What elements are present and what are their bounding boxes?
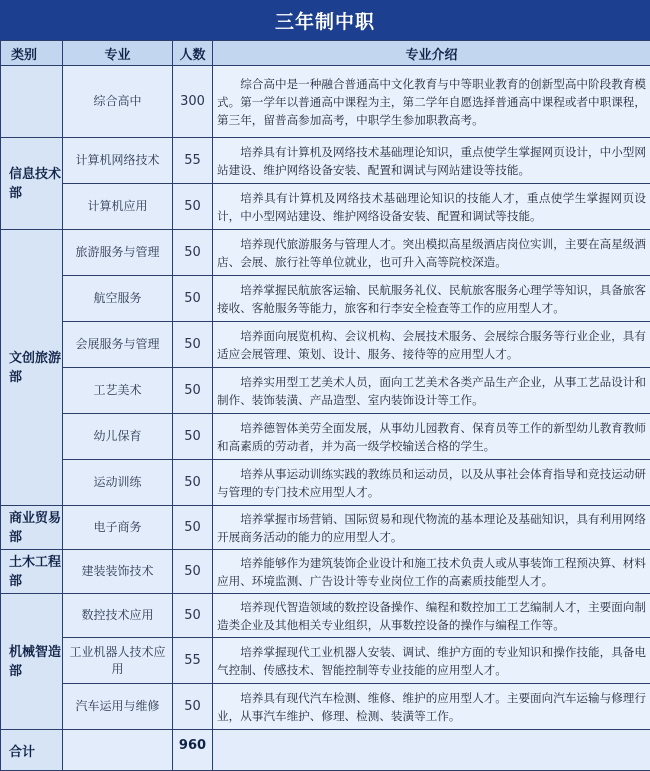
table-row [1, 550, 650, 594]
count-cell: 50 [173, 184, 213, 230]
table-row [1, 368, 650, 414]
table-row [1, 684, 650, 730]
count-cell: 50 [173, 594, 213, 638]
table-row [1, 506, 650, 550]
major-cell: 航空服务 [63, 276, 173, 322]
page-title: 三年制中职 [0, 0, 650, 40]
intro-cell: 培养掌握现代工业机器人安装、调试、维护方面的专业知识和操作技能，具备电气控制、传感技术、智能控制等专业技能的应用型人才。 [213, 638, 650, 684]
intro-cell: 培养掌握市场营销、国际贸易和现代物流的基本理论及基础知识，具有利用网络开展商务活动的能力的应用型人才。 [213, 506, 650, 550]
table-row [1, 66, 650, 138]
count-cell: 50 [173, 460, 213, 506]
major-cell: 数控技术应用 [63, 594, 173, 638]
category-cell-empty [1, 66, 63, 138]
header-count: 人数 [173, 41, 213, 66]
table-row [1, 184, 650, 230]
major-cell: 计算机网络技术 [63, 138, 173, 184]
intro-cell: 培养具有现代汽车检测、维修、维护的应用型人才。主要面向汽车运输与修理行业，从事汽车维护、修理、检测、装潢等工作。 [213, 684, 650, 730]
intro-cell: 综合高中是一种融合普通高中文化教育与中等职业教育的创新型高中阶段教育模式。第一学年以普通高中课程为主，第二学年自愿选择普通高中课程或者中职课程，第三年，留普高参加高考，中职学生参加职教高考。 [213, 66, 650, 138]
major-cell: 幼儿保育 [63, 414, 173, 460]
table-row [1, 414, 650, 460]
header-category: 类别 [1, 41, 63, 66]
table-row [1, 594, 650, 638]
category-commerce: 商业贸易部 [1, 506, 63, 550]
total-label: 合计 [1, 730, 63, 771]
category-mech: 机械智造部 [1, 594, 63, 730]
intro-cell: 培养具有计算机及网络技术基础理论知识的技能人才，重点使学生掌握网页设计，中小型网站建设、维护网络设备安装、配置和调试等技能。 [213, 184, 650, 230]
count-cell: 50 [173, 550, 213, 594]
header-major: 专业 [63, 41, 173, 66]
count-cell: 50 [173, 230, 213, 276]
count-cell: 50 [173, 368, 213, 414]
intro-cell: 培养现代智造领域的数控设备操作、编程和数控加工工艺编制人才，主要面向制造类企业及其他相关专业组织，从事数控设备的操作与编程工作等。 [213, 594, 650, 638]
intro-cell: 培养面向展览机构、会议机构、会展技术服务、会展综合服务等行业企业，具有适应会展管理、策划、设计、服务、接待等的应用型人才。 [213, 322, 650, 368]
count-cell: 50 [173, 684, 213, 730]
category-civil: 土木工程部 [1, 550, 63, 594]
count-cell: 50 [173, 414, 213, 460]
category-info: 信息技术部 [1, 138, 63, 230]
major-cell: 工艺美术 [63, 368, 173, 414]
intro-cell: 培养具有计算机及网络技术基础理论知识，重点使学生掌握网页设计，中小型网站建设、维护网络设备安装、配置和调试与网站建设等技能。 [213, 138, 650, 184]
major-cell: 会展服务与管理 [63, 322, 173, 368]
intro-cell: 培养实用型工艺美术人员，面向工艺美术各类产品生产企业，从事工艺品设计和制作、装饰装潢、产品造型、室内装饰设计等工作。 [213, 368, 650, 414]
major-cell: 工业机器人技术应用 [63, 638, 173, 684]
count-cell: 300 [173, 66, 213, 138]
major-cell: 电子商务 [63, 506, 173, 550]
intro-cell: 培养现代旅游服务与管理人才。突出模拟高星级酒店岗位实训，主要在高星级酒店、会展、旅行社等单位就业，也可升入高等院校深造。 [213, 230, 650, 276]
major-cell: 汽车运用与维修 [63, 684, 173, 730]
table-row [1, 460, 650, 506]
major-cell: 计算机应用 [63, 184, 173, 230]
category-culture: 文创旅游部 [1, 230, 63, 506]
major-cell: 综合高中 [63, 66, 173, 138]
total-row [1, 730, 650, 771]
header-intro: 专业介绍 [213, 41, 650, 66]
intro-cell: 培养德智体美劳全面发展，从事幼儿园教育、保育员等工作的新型幼儿教育教师和高素质的劳动者，并为高一级学校输送合格的学生。 [213, 414, 650, 460]
count-cell: 50 [173, 506, 213, 550]
table-row [1, 276, 650, 322]
count-cell: 55 [173, 638, 213, 684]
table-row [1, 638, 650, 684]
intro-cell: 培养掌握民航旅客运输、民航服务礼仪、民航旅客服务心理学等知识，具备旅客接收、客舱服务等能力，旅客和行李安全检查等工作的应用型人才。 [213, 276, 650, 322]
major-cell: 旅游服务与管理 [63, 230, 173, 276]
major-cell: 运动训练 [63, 460, 173, 506]
majors-table [0, 40, 650, 771]
table-header-row [1, 41, 650, 66]
count-cell: 50 [173, 276, 213, 322]
major-cell: 建装装饰技术 [63, 550, 173, 594]
table-row [1, 230, 650, 276]
intro-cell: 培养能够作为建筑装饰企业设计和施工技术负责人或从事装饰工程预决算、材料应用、环境监测、广告设计等专业岗位工作的高素质技能型人才。 [213, 550, 650, 594]
count-cell: 50 [173, 322, 213, 368]
table-row [1, 138, 650, 184]
total-empty-cell [213, 730, 650, 771]
table-row [1, 322, 650, 368]
total-empty-cell [63, 730, 173, 771]
total-count: 960 [173, 730, 213, 771]
intro-cell: 培养从事运动训练实践的教练员和运动员，以及从事社会体育指导和竞技运动研与管理的专门技术应用型人才。 [213, 460, 650, 506]
count-cell: 55 [173, 138, 213, 184]
